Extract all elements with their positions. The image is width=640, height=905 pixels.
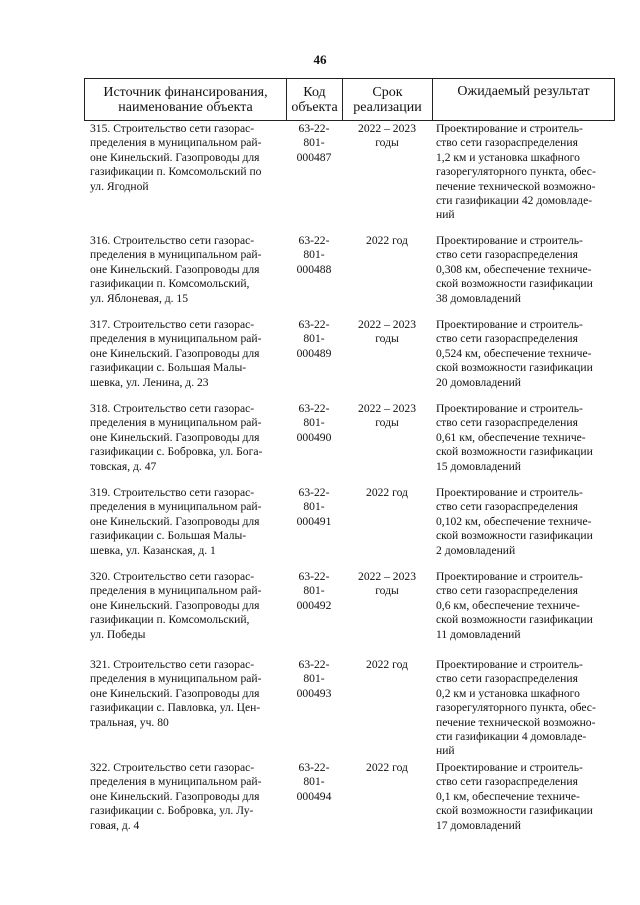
table-row <box>84 402 615 486</box>
object-name: 322. Строительство сети газорас- пределения в муниципальном рай- оне Кинельский. Газопроводы для газификации с. Бобровка, ул. Лу- говая, д. 4 <box>90 761 262 832</box>
object-code: 63-22- 801- 000490 <box>296 402 332 444</box>
implementation-term: 2022 год <box>366 658 408 671</box>
object-code: 63-22- 801- 000491 <box>296 486 332 528</box>
table-row <box>84 570 615 658</box>
object-code: 63-22- 801- 000493 <box>296 658 332 700</box>
expected-result: Проектирование и строитель- ство сети газораспределения 0,61 км, обеспечение техниче- ской возможности газификации 15 домовладений <box>436 402 593 473</box>
table-row <box>84 122 615 234</box>
implementation-term: 2022 год <box>366 761 408 774</box>
expected-result: Проектирование и строитель- ство сети газораспределения 0,308 км, обеспечение техниче- ской возможности газификации 38 домовладений <box>436 234 593 305</box>
object-name: 318. Строительство сети газорас- пределения в муниципальном рай- оне Кинельский. Газопроводы для газификации с. Бобровка, ул. Бога- товская, д. 47 <box>90 402 263 473</box>
object-name: 320. Строительство сети газорас- пределения в муниципальном рай- оне Кинельский. Газопроводы для газификации п. Комсомольский, ул. Победы <box>90 570 262 641</box>
object-code: 63-22- 801- 000488 <box>296 234 332 276</box>
header-code: Код объекта <box>287 79 343 121</box>
object-code: 63-22- 801- 000494 <box>296 761 332 803</box>
table-row <box>84 658 615 761</box>
object-code: 63-22- 801- 000487 <box>296 122 332 164</box>
expected-result: Проектирование и строитель- ство сети газораспределения 0,524 км, обеспечение техниче- ской возможности газификации 20 домовладений <box>436 318 593 389</box>
table-body <box>84 122 615 841</box>
implementation-term: 2022 год <box>366 486 408 499</box>
implementation-term: 2022 – 2023 годы <box>358 122 416 150</box>
header-source: Источник финансирования, наименование объекта <box>85 79 287 121</box>
table-row <box>84 234 615 318</box>
object-name: 317. Строительство сети газорас- пределения в муниципальном рай- оне Кинельский. Газопроводы для газификации с. Большая Малы- шевка, ул. Ленина, д. 23 <box>90 318 262 389</box>
page-number: 46 <box>313 52 327 67</box>
object-name: 321. Строительство сети газорас- пределения в муниципальном рай- оне Кинельский. Газопроводы для газификации с. Павловка, ул. Цен- тральная, уч. 80 <box>90 658 262 729</box>
table-row <box>84 486 615 570</box>
implementation-term: 2022 – 2023 годы <box>358 318 416 346</box>
header-result: Ожидаемый результат <box>433 79 614 121</box>
object-name: 316. Строительство сети газорас- пределения в муниципальном рай- оне Кинельский. Газопроводы для газификации п. Комсомольский, ул. Яблоневая, д. 15 <box>90 234 262 305</box>
table-header <box>84 78 615 121</box>
header-term: Срок реализации <box>343 79 433 121</box>
table-row <box>84 761 615 841</box>
expected-result: Проектирование и строитель- ство сети газораспределения 0,6 км, обеспечение техниче- ской возможности газификации 11 домовладений <box>436 570 593 641</box>
table-row <box>84 318 615 402</box>
implementation-term: 2022 – 2023 годы <box>358 402 416 430</box>
expected-result: Проектирование и строитель- ство сети газораспределения 0,102 км, обеспечение техниче- ской возможности газификации 2 домовладений <box>436 486 593 557</box>
expected-result: Проектирование и строитель- ство сети газораспределения 0,2 км и установка шкафного газорегуляторного пункта, обес- печение технической возможно- сти газификации 4 домовладе- ний <box>436 658 596 758</box>
object-name: 319. Строительство сети газорас- пределения в муниципальном рай- оне Кинельский. Газопроводы для газификации с. Большая Малы- шевка, ул. Казанская, д. 1 <box>90 486 262 557</box>
expected-result: Проектирование и строитель- ство сети газораспределения 1,2 км и установка шкафного газорегуляторного пункта, обес- печение технической возможно- сти газификации 42 домовладе- ний <box>436 122 596 222</box>
object-name: 315. Строительство сети газорас- пределения в муниципальном рай- оне Кинельский. Газопроводы для газификации п. Комсомольский по ул. Ягодной <box>90 122 262 193</box>
implementation-term: 2022 – 2023 годы <box>358 570 416 598</box>
expected-result: Проектирование и строитель- ство сети газораспределения 0,1 км, обеспечение техниче- ской возможности газификации 17 домовладений <box>436 761 593 832</box>
implementation-term: 2022 год <box>366 234 408 247</box>
object-code: 63-22- 801- 000489 <box>296 318 332 360</box>
object-code: 63-22- 801- 000492 <box>296 570 332 612</box>
